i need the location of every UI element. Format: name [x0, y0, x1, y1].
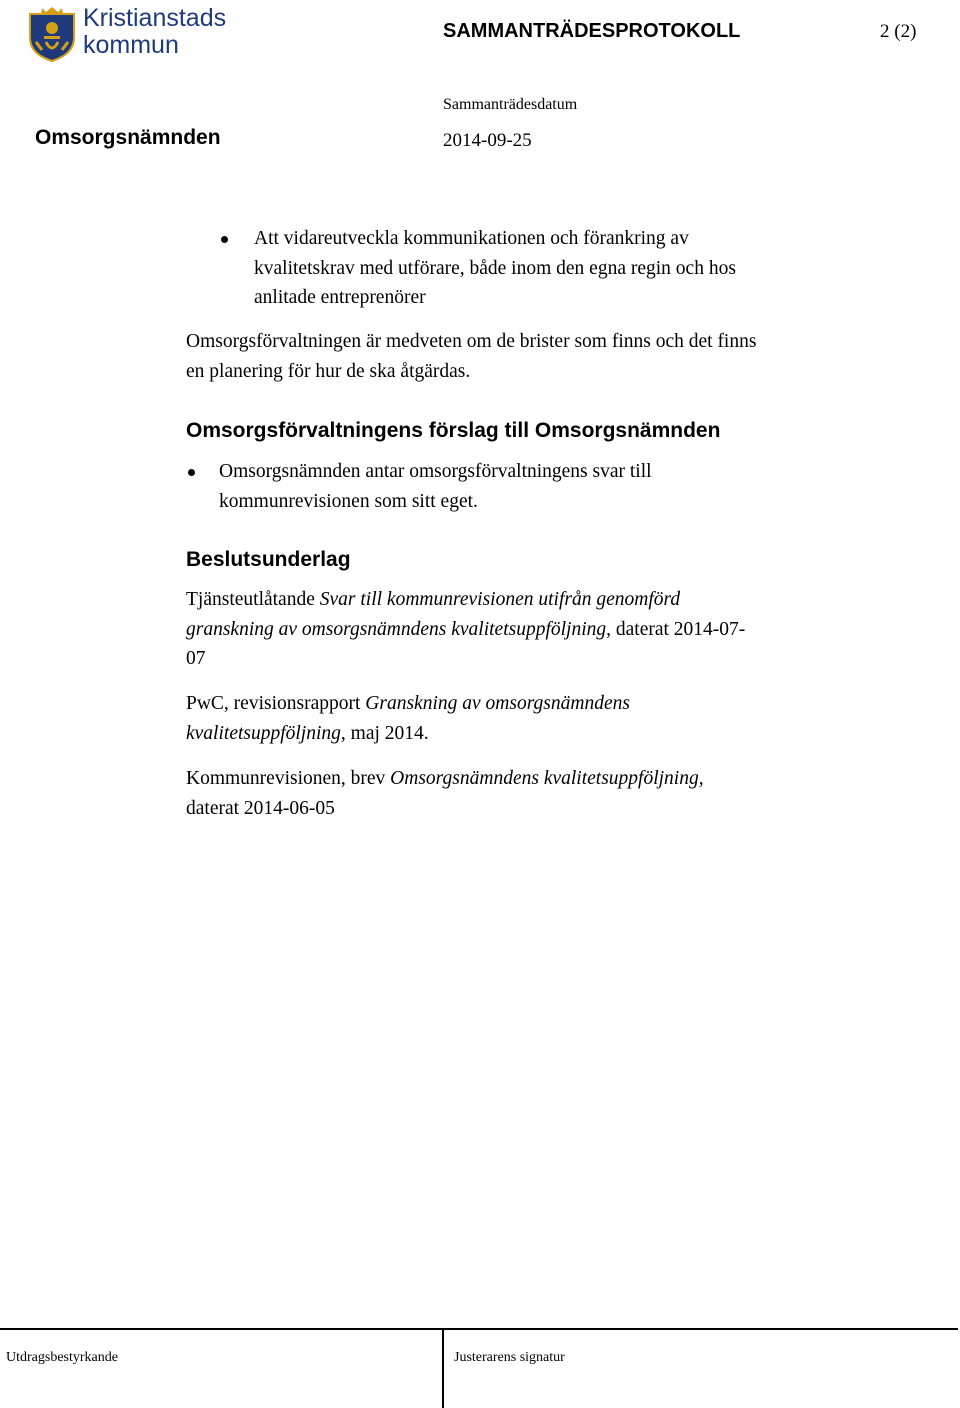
committee-name: Omsorgsnämnden: [35, 126, 221, 149]
heading-proposal: Omsorgsförvaltningens förslag till Omsorgsnämnden: [186, 419, 721, 442]
ref-2-plain: PwC, revisionsrapport: [186, 693, 366, 714]
municipality-logo-text: [83, 6, 226, 58]
footer-adjuster-signature-label: Justerarens signatur: [454, 1350, 565, 1365]
bullet-1-line-2: kvalitetskrav med utförare, både inom den egna regin och hos: [254, 257, 736, 279]
ref-2-date: maj 2014.: [345, 722, 429, 744]
bullet-1-line-1: Att vidareutveckla kommunikationen och förankring av: [254, 228, 689, 249]
ref-3-title: Omsorgsnämndens kvalitetsuppföljning,: [390, 768, 704, 789]
meeting-date-label: Sammanträdesdatum: [443, 96, 578, 113]
ref-1-title-part-1: Svar till kommunrevisionen utifrån genomförd: [319, 589, 681, 610]
footer-divider-top: [0, 1328, 958, 1330]
reference-2: [186, 689, 630, 748]
ref-2-title-part-2: kvalitetsuppföljning,: [186, 722, 346, 744]
bullet-1-line-3: anlitade entreprenörer: [254, 287, 426, 308]
bullet-item-1: [254, 224, 736, 313]
logo-line-1: Kristianstads: [83, 4, 227, 32]
ref-3-plain: Kommunrevisionen, brev: [186, 768, 391, 789]
ref-2-title-part-1: Granskning av omsorgsnämndens: [365, 693, 630, 714]
footer-divider-vertical: [442, 1328, 444, 1408]
bullet-icon: [188, 469, 195, 476]
document-type-title: SAMMANTRÄDESPROTOKOLL: [443, 20, 741, 42]
paragraph-awareness: [186, 327, 756, 386]
bullet-item-2: [219, 457, 652, 516]
bullet-icon: [221, 236, 228, 243]
paragraph-1-line-1: Omsorgsförvaltningen är medveten om de brister som finns och det finns: [186, 331, 757, 352]
ref-1-title-part-2: granskning av omsorgsnämndens kvalitetsuppföljning,: [186, 618, 612, 640]
ref-1-date: daterat 2014-07-: [611, 618, 746, 640]
reference-1: [186, 585, 745, 674]
meeting-date: 2014-09-25: [443, 130, 532, 151]
page-number: 2 (2): [880, 21, 917, 42]
logo-line-2: kommun: [83, 31, 179, 59]
footer-extract-certification-label: Utdragsbestyrkande: [6, 1350, 118, 1365]
bullet-2-line-1: Omsorgsnämnden antar omsorgsförvaltningens svar till: [219, 461, 652, 482]
heading-decision-basis: Beslutsunderlag: [186, 548, 351, 571]
ref-1-date-end: 07: [186, 648, 206, 669]
ref-1-plain: Tjänsteutlåtande: [186, 589, 320, 610]
kristianstad-coat-of-arms-logo: [26, 6, 78, 62]
bullet-2-line-2: kommunrevisionen som sitt eget.: [219, 490, 478, 512]
ref-3-date: daterat 2014-06-05: [186, 797, 335, 819]
paragraph-1-line-2: en planering för hur de ska åtgärdas.: [186, 360, 471, 382]
reference-3: [186, 764, 704, 823]
